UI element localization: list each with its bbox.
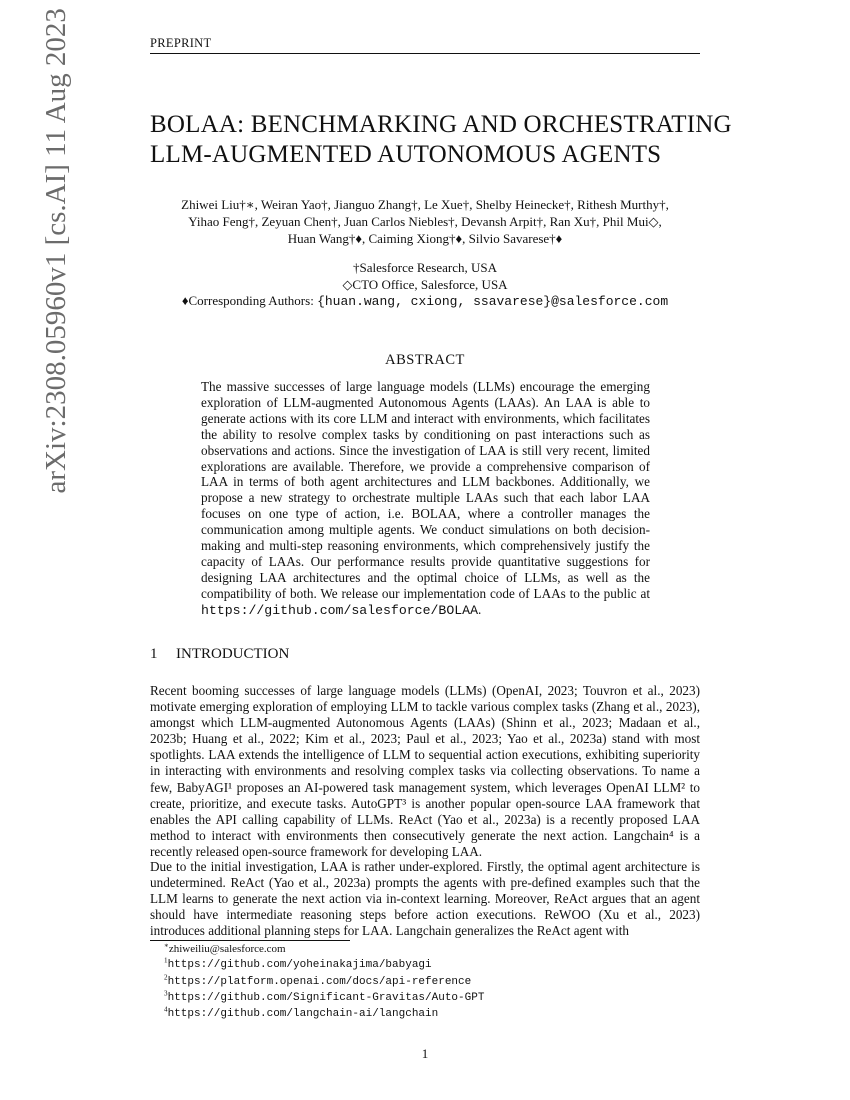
authors-line-2: Yihao Feng†, Zeyuan Chen†, Juan Carlos Niebles†, Devansh Arpit†, Ran Xu†, Phil Mui◇, [188, 214, 662, 229]
footnote-item [164, 1006, 700, 1022]
intro-paragraph-2: Due to the initial investigation, LAA is rather under-explored. Firstly, the optimal agent architecture is undetermined. ReAct (Yao et al., 2023a) prompts the agents with pre-defined examples such that the LLM learns to generate the next action via in-context learning. Moreover, ReAct argues that an agent should have intermediate reasoning steps before action executions. ReWOO (Xu et al., 2023) introduces additional planning steps for LAA. Langchain generalizes the ReAct agent with [150, 859, 700, 939]
affiliation-line-2: ◇CTO Office, Salesforce, USA [342, 276, 508, 292]
footnote-mark: 4 [164, 1005, 168, 1014]
footnote-mark: 3 [164, 989, 168, 998]
corresponding-authors [150, 293, 700, 311]
authors-line-3: Huan Wang†♦, Caiming Xiong†♦, Silvio Savarese†♦ [287, 231, 563, 246]
abstract-end: . [477, 601, 482, 617]
footnote-link[interactable]: https://platform.openai.com/docs/api-reference [167, 975, 472, 988]
arxiv-identifier[interactable]: arXiv:2308.05960v1 [cs.AI] 11 Aug 2023 [40, 8, 72, 494]
footnote-mark: ∗ [164, 941, 169, 950]
footnote-item [164, 942, 700, 957]
footnote-link[interactable]: https://github.com/yoheinakajima/babyagi [167, 959, 432, 972]
section-title: INTRODUCTION [176, 646, 290, 662]
code-link[interactable]: https://github.com/salesforce/BOLAA [201, 602, 478, 618]
abstract-heading: ABSTRACT [385, 352, 465, 368]
page-number: 1 [421, 1046, 429, 1061]
corresponding-email[interactable]: {huan.wang, cxiong, ssavarese}@salesforce.com [317, 294, 669, 309]
affiliations [150, 260, 700, 311]
corresponding-label: ♦Corresponding Authors: [181, 293, 318, 308]
section-heading [150, 646, 700, 663]
footnote-mark: 1 [164, 956, 168, 965]
title-line-2: LLM-AUGMENTED AUTONOMOUS AGENTS [150, 141, 662, 168]
header-rule [150, 53, 700, 54]
author-list [150, 196, 700, 247]
paper-title [150, 110, 732, 170]
footnote-link[interactable]: https://github.com/Significant-Gravitas/Auto-GPT [167, 991, 485, 1004]
section-number: 1 [150, 646, 158, 662]
intro-paragraph-1: Recent booming successes of large language models (LLMs) (OpenAI, 2023; Touvron et al., 2023) motivate emerging exploration of employing LLM to tackle various complex tasks (Zhang et al., 2023), amongst which LLM-augmented Autonomous Agents (LAAs) (Shinn et al., 2023; Madaan et al., 2023b; Huang et al., 2022; Kim et al., 2023; Paul et al., 2023; Yao et al., 2023a) stand with most spotlights. LAA extends the intelligence of LLM to sequential action executions, exhibiting superiority in interacting with environments and resolving complex tasks via collecting observations. To name a few, BabyAGI¹ proposes an AI-powered task management system, which leverages OpenAI LLM² to create, prioritize, and execute tasks. AutoGPT³ is another popular open-source LAA framework that enables the API calling capability of LLMs. ReAct (Yao et al., 2023a) is a recently proposed LAA method to interact with environments then consecutively generate the next action. Langchain⁴ is a recently released open-source framework for developing LAA. [150, 683, 700, 859]
footnote-item [164, 957, 700, 973]
abstract-text: The massive successes of large language models (LLMs) encourage the emerging exploration of LLM-augmented Autonomous Agents (LAAs). An LAA is able to generate actions with its core LLM and interact with environments, which facilitates the ability to resolve complex tasks by conditioning on past interactions such as observations and actions. Since the investigation of LAA is still very recent, limited explorations are available. Therefore, we provide a comprehensive comparison of LAA in terms of both agent architectures and LLM backbones. Additionally, we propose a new strategy to orchestrate multiple LAAs such that each labor LAA focuses on one type of action, i.e. BOLAA, where a controller manages the communication among multiple agents. We conduct simulations on both decision-making and multi-step reasoning environments, which comprehensively justify the capacity of LAAs. Our performance results provide quantitative suggestions for designing LAA architectures and the optimal choice of LLMs, as well as the compatibility of both. We release our implementation code of LAAs to the public at [201, 379, 650, 601]
authors-line-1: Zhiwei Liu†∗, Weiran Yao†, Jianguo Zhang†, Le Xue†, Shelby Heinecke†, Rithesh Murthy†, [181, 197, 669, 212]
footnote-email[interactable]: zhiweiliu@salesforce.com [168, 943, 286, 955]
footnote-item [164, 974, 700, 990]
footnote-rule [150, 940, 350, 941]
footnote-mark: 2 [164, 972, 168, 981]
footnote-link[interactable]: https://github.com/langchain-ai/langchain [167, 1008, 439, 1021]
running-header: PREPRINT [150, 36, 212, 50]
abstract-body [201, 379, 650, 619]
footnote-item [164, 990, 700, 1006]
title-line-1: BOLAA: BENCHMARKING AND ORCHESTRATING [150, 111, 732, 138]
affiliation-line-1: †Salesforce Research, USA [352, 260, 498, 275]
footnotes [164, 942, 700, 1022]
